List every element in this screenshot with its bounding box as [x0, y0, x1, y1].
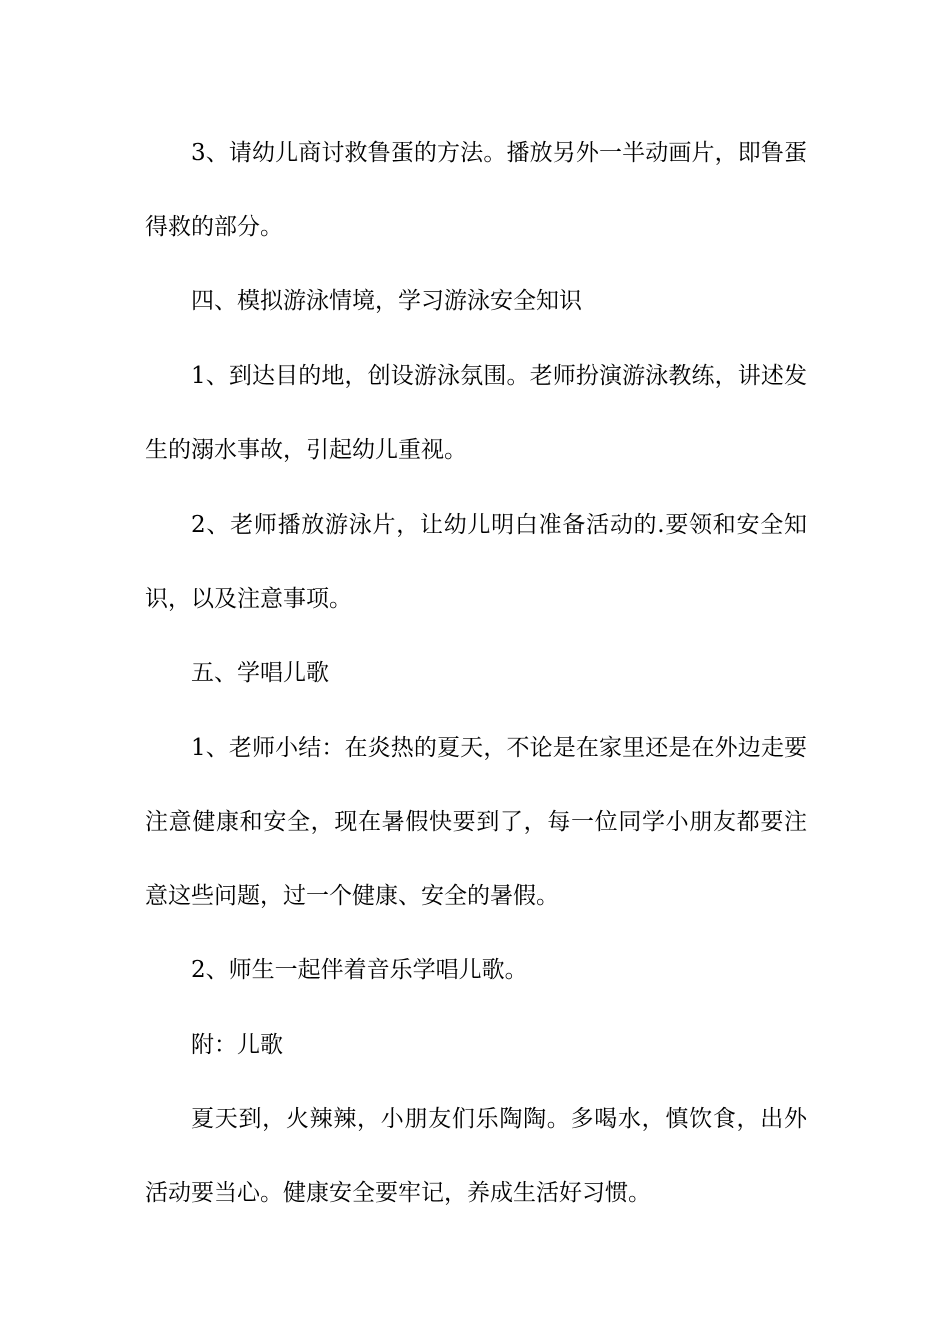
paragraph-song-lyrics: 夏天到，火辣辣，小朋友们乐陶陶。多喝水，慎饮食，出外活动要当心。健康安全要牢记，养成生活好习惯。: [145, 1106, 807, 1206]
paragraph-teacher-summary: 1、老师小结：在炎热的夏天，不论是在家里还是在外边走要注意健康和安全，现在暑假快要到了，每一位同学小朋友都要注意这些问题，过一个健康、安全的暑假。: [145, 735, 807, 909]
heading-appendix-song: 附：儿歌: [191, 1032, 283, 1058]
paragraph-swim-atmosphere: 1、到达目的地，创设游泳氛围。老师扮演游泳教练，讲述发生的溺水事故，引起幼儿重视。: [145, 363, 807, 463]
paragraph-rescue-method: 3、请幼儿商讨救鲁蛋的方法。播放另外一半动画片，即鲁蛋得救的部分。: [145, 140, 807, 240]
paragraph-sing-together: 2、师生一起伴着音乐学唱儿歌。: [191, 957, 528, 983]
paragraph-swim-film: 2、老师播放游泳片，让幼儿明白准备活动的.要领和安全知识，以及注意事项。: [145, 512, 807, 612]
heading-swimming-safety: 四、模拟游泳情境，学习游泳安全知识: [191, 288, 582, 314]
heading-learn-song: 五、学唱儿歌: [191, 660, 329, 686]
